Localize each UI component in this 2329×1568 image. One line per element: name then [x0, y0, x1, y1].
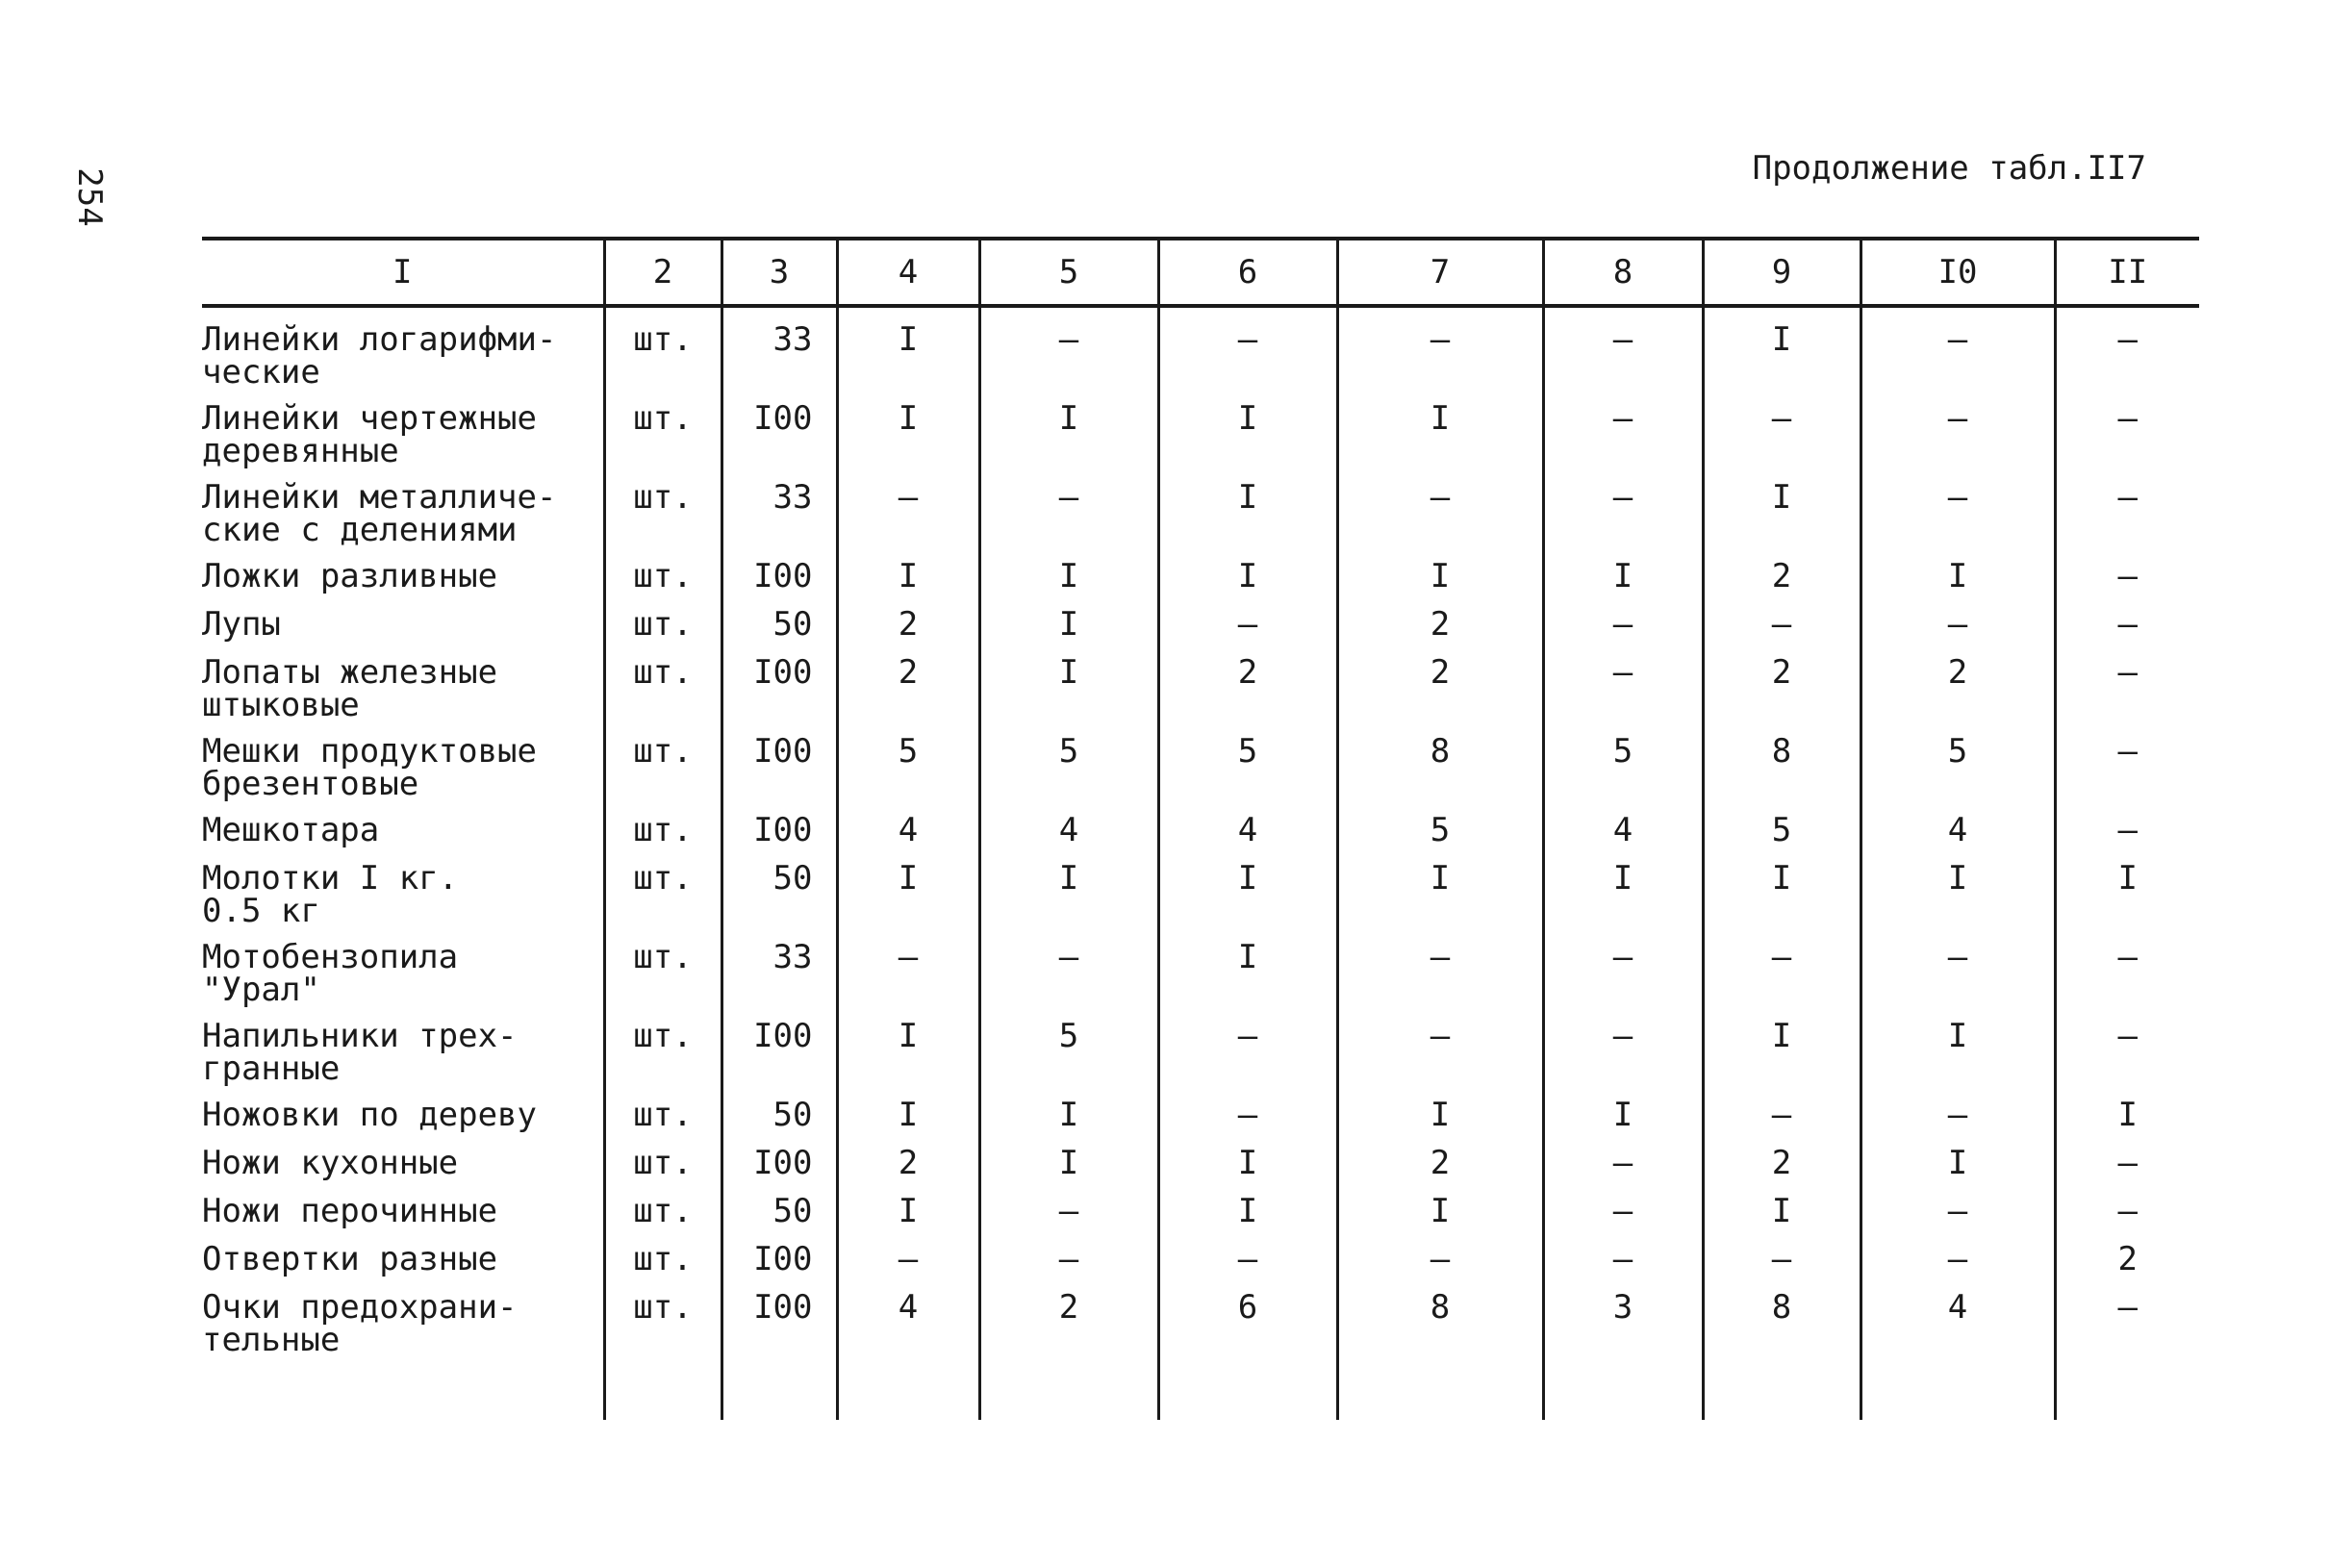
item-unit: шт.	[604, 1020, 721, 1099]
item-value-col-7: I	[1337, 1195, 1543, 1243]
item-value-col-9: I	[1703, 1020, 1861, 1099]
item-norm: 33	[721, 323, 837, 402]
item-value-col-4: I	[837, 402, 979, 481]
item-value-col-4: –	[837, 1243, 979, 1291]
item-value-col-5: I	[979, 656, 1158, 735]
item-value-col-9: I	[1703, 862, 1861, 941]
item-unit: шт.	[604, 814, 721, 862]
item-value-col-9: –	[1703, 402, 1861, 481]
table-row	[202, 862, 2199, 941]
item-value-col-7: 2	[1337, 656, 1543, 735]
item-value-col-8: –	[1543, 1147, 1703, 1195]
item-name: Линейки чертежные деревянные	[202, 399, 537, 470]
item-value-col-9: 2	[1703, 1147, 1861, 1195]
item-value-col-11: –	[2055, 608, 2199, 656]
item-value-col-9: 8	[1703, 735, 1861, 814]
item-value-col-4: 2	[837, 656, 979, 735]
item-value-col-7: –	[1337, 481, 1543, 560]
item-name: Ножи кухонные	[202, 1144, 459, 1182]
item-value-col-5: I	[979, 560, 1158, 608]
column-header-6: 6	[1158, 240, 1337, 304]
item-value-col-11: –	[2055, 941, 2199, 1020]
table-row	[202, 323, 2199, 402]
column-header-5: 5	[979, 240, 1158, 304]
table-header-row	[202, 240, 2199, 304]
item-norm: 50	[721, 1099, 837, 1147]
item-value-col-10: –	[1861, 608, 2055, 656]
item-unit: шт.	[604, 323, 721, 402]
supplies-table	[202, 240, 2199, 1420]
item-value-col-7: 8	[1337, 735, 1543, 814]
item-norm: 50	[721, 1195, 837, 1243]
item-value-col-11: –	[2055, 656, 2199, 735]
item-name: Напильники трех- гранные	[202, 1017, 518, 1088]
item-value-col-4: I	[837, 1020, 979, 1099]
item-value-col-5: I	[979, 1147, 1158, 1195]
item-value-col-11: –	[2055, 481, 2199, 560]
item-value-col-9: 8	[1703, 1291, 1861, 1370]
item-value-col-6: –	[1158, 608, 1337, 656]
item-value-col-8: –	[1543, 323, 1703, 402]
item-value-col-6: –	[1158, 1243, 1337, 1291]
item-value-col-5: –	[979, 481, 1158, 560]
item-value-col-9: 2	[1703, 656, 1861, 735]
item-norm: I00	[721, 1291, 837, 1370]
item-unit: шт.	[604, 735, 721, 814]
item-value-col-7: I	[1337, 402, 1543, 481]
table-row	[202, 1147, 2199, 1195]
item-value-col-9: –	[1703, 1099, 1861, 1147]
item-value-col-7: –	[1337, 941, 1543, 1020]
item-value-col-6: –	[1158, 1099, 1337, 1147]
item-value-col-8: 5	[1543, 735, 1703, 814]
item-value-col-7: 8	[1337, 1291, 1543, 1370]
item-norm: I00	[721, 560, 837, 608]
item-value-col-6: –	[1158, 1020, 1337, 1099]
item-value-col-5: I	[979, 402, 1158, 481]
item-norm: 33	[721, 941, 837, 1020]
item-value-col-8: –	[1543, 941, 1703, 1020]
item-value-col-6: 6	[1158, 1291, 1337, 1370]
item-value-col-11: –	[2055, 735, 2199, 814]
item-value-col-10: –	[1861, 1099, 2055, 1147]
item-name: Ножи перочинные	[202, 1192, 498, 1230]
item-unit: шт.	[604, 1291, 721, 1370]
column-header-11: II	[2055, 240, 2199, 304]
item-value-col-10: –	[1861, 402, 2055, 481]
item-value-col-6: I	[1158, 560, 1337, 608]
table-row	[202, 560, 2199, 608]
table-row	[202, 656, 2199, 735]
item-value-col-9: I	[1703, 481, 1861, 560]
column-header-9: 9	[1703, 240, 1861, 304]
item-norm: I00	[721, 402, 837, 481]
item-value-col-6: I	[1158, 862, 1337, 941]
item-value-col-4: 5	[837, 735, 979, 814]
item-value-col-10: I	[1861, 1147, 2055, 1195]
item-value-col-4: I	[837, 1099, 979, 1147]
item-value-col-7: –	[1337, 1020, 1543, 1099]
item-value-col-5: 5	[979, 735, 1158, 814]
item-unit: шт.	[604, 608, 721, 656]
item-value-col-9: I	[1703, 1195, 1861, 1243]
item-name: Ножовки по дереву	[202, 1096, 537, 1134]
table-row	[202, 1195, 2199, 1243]
item-unit: шт.	[604, 1243, 721, 1291]
table-row	[202, 608, 2199, 656]
item-value-col-5: 4	[979, 814, 1158, 862]
item-value-col-11: –	[2055, 1195, 2199, 1243]
item-value-col-9: 2	[1703, 560, 1861, 608]
item-value-col-4: I	[837, 560, 979, 608]
table-row	[202, 1243, 2199, 1291]
table-row	[202, 941, 2199, 1020]
item-value-col-9: 5	[1703, 814, 1861, 862]
item-norm: I00	[721, 1147, 837, 1195]
item-norm: I00	[721, 735, 837, 814]
item-value-col-7: 5	[1337, 814, 1543, 862]
column-header-7: 7	[1337, 240, 1543, 304]
table-filler-row	[202, 1370, 2199, 1420]
item-value-col-6: I	[1158, 1195, 1337, 1243]
item-value-col-8: 3	[1543, 1291, 1703, 1370]
item-name: Лопаты железные штыковые	[202, 653, 498, 724]
item-name: Лупы	[202, 605, 281, 644]
item-norm: I00	[721, 1020, 837, 1099]
item-unit: шт.	[604, 481, 721, 560]
item-value-col-7: 2	[1337, 608, 1543, 656]
item-value-col-7: 2	[1337, 1147, 1543, 1195]
item-name: Мотобензопила "Урал"	[202, 938, 459, 1009]
item-value-col-7: I	[1337, 1099, 1543, 1147]
item-value-col-4: I	[837, 323, 979, 402]
item-value-col-11: –	[2055, 814, 2199, 862]
page-number: 254	[70, 167, 109, 227]
table-body	[202, 304, 2199, 1420]
item-unit: шт.	[604, 560, 721, 608]
item-value-col-4: I	[837, 862, 979, 941]
item-value-col-5: –	[979, 941, 1158, 1020]
item-value-col-6: I	[1158, 402, 1337, 481]
item-value-col-11: –	[2055, 1291, 2199, 1370]
item-value-col-5: –	[979, 1243, 1158, 1291]
item-value-col-5: I	[979, 862, 1158, 941]
item-name: Линейки металличе- ские с делениями	[202, 478, 557, 549]
item-value-col-6: 2	[1158, 656, 1337, 735]
item-value-col-10: –	[1861, 323, 2055, 402]
table-row	[202, 1099, 2199, 1147]
table-row	[202, 1291, 2199, 1370]
item-value-col-7: –	[1337, 323, 1543, 402]
item-name: Отвертки разные	[202, 1240, 498, 1278]
item-value-col-10: 2	[1861, 656, 2055, 735]
item-value-col-5: I	[979, 1099, 1158, 1147]
item-name: Ложки разливные	[202, 557, 498, 595]
item-value-col-6: I	[1158, 481, 1337, 560]
item-value-col-6: 5	[1158, 735, 1337, 814]
column-header-3: 3	[721, 240, 837, 304]
item-norm: 50	[721, 608, 837, 656]
item-value-col-4: I	[837, 1195, 979, 1243]
item-value-col-8: –	[1543, 1195, 1703, 1243]
item-value-col-9: –	[1703, 1243, 1861, 1291]
column-header-4: 4	[837, 240, 979, 304]
item-value-col-6: 4	[1158, 814, 1337, 862]
table-caption: Продолжение табл.II7	[1752, 149, 2146, 188]
item-value-col-11: –	[2055, 1147, 2199, 1195]
item-value-col-11: –	[2055, 560, 2199, 608]
item-norm: 33	[721, 481, 837, 560]
item-value-col-8: –	[1543, 656, 1703, 735]
item-norm: I00	[721, 656, 837, 735]
item-value-col-8: –	[1543, 1243, 1703, 1291]
item-unit: шт.	[604, 656, 721, 735]
item-value-col-10: –	[1861, 1195, 2055, 1243]
item-value-col-4: 2	[837, 608, 979, 656]
item-value-col-11: 2	[2055, 1243, 2199, 1291]
item-value-col-10: –	[1861, 481, 2055, 560]
item-value-col-10: I	[1861, 560, 2055, 608]
item-value-col-10: I	[1861, 1020, 2055, 1099]
item-name: Мешкотара	[202, 811, 380, 849]
item-unit: шт.	[604, 941, 721, 1020]
item-unit: шт.	[604, 402, 721, 481]
item-value-col-9: –	[1703, 941, 1861, 1020]
table-row	[202, 735, 2199, 814]
item-value-col-10: –	[1861, 941, 2055, 1020]
item-value-col-7: I	[1337, 862, 1543, 941]
item-value-col-5: 5	[979, 1020, 1158, 1099]
item-norm: 50	[721, 862, 837, 941]
item-value-col-5: –	[979, 323, 1158, 402]
item-value-col-5: –	[979, 1195, 1158, 1243]
item-value-col-8: –	[1543, 608, 1703, 656]
item-value-col-4: –	[837, 481, 979, 560]
item-value-col-8: –	[1543, 481, 1703, 560]
item-value-col-11: –	[2055, 402, 2199, 481]
item-unit: шт.	[604, 862, 721, 941]
item-value-col-7: I	[1337, 560, 1543, 608]
item-value-col-4: 2	[837, 1147, 979, 1195]
item-value-col-8: I	[1543, 862, 1703, 941]
item-value-col-11: –	[2055, 1020, 2199, 1099]
item-value-col-5: I	[979, 608, 1158, 656]
item-value-col-10: –	[1861, 1243, 2055, 1291]
table-row	[202, 402, 2199, 481]
item-value-col-7: –	[1337, 1243, 1543, 1291]
item-name: Линейки логарифми- ческие	[202, 320, 557, 392]
item-value-col-6: –	[1158, 323, 1337, 402]
item-value-col-4: –	[837, 941, 979, 1020]
item-norm: I00	[721, 814, 837, 862]
item-value-col-8: I	[1543, 1099, 1703, 1147]
item-value-col-8: –	[1543, 402, 1703, 481]
table-row	[202, 814, 2199, 862]
item-value-col-4: 4	[837, 1291, 979, 1370]
item-value-col-8: I	[1543, 560, 1703, 608]
item-value-col-11: I	[2055, 1099, 2199, 1147]
item-value-col-6: I	[1158, 941, 1337, 1020]
item-value-col-6: I	[1158, 1147, 1337, 1195]
item-value-col-5: 2	[979, 1291, 1158, 1370]
item-name: Мешки продуктовые брезентовые	[202, 732, 537, 803]
table-row	[202, 1020, 2199, 1099]
column-header-8: 8	[1543, 240, 1703, 304]
item-name: Очки предохрани- тельные	[202, 1288, 518, 1359]
column-header-2: 2	[604, 240, 721, 304]
item-value-col-9: I	[1703, 323, 1861, 402]
column-header-10: I0	[1861, 240, 2055, 304]
item-value-col-11: I	[2055, 862, 2199, 941]
item-value-col-10: 4	[1861, 814, 2055, 862]
item-value-col-9: –	[1703, 608, 1861, 656]
column-header-1: I	[392, 253, 413, 291]
item-value-col-8: 4	[1543, 814, 1703, 862]
item-name: Молотки I кг. 0.5 кг	[202, 859, 459, 930]
item-unit: шт.	[604, 1147, 721, 1195]
table-row	[202, 481, 2199, 560]
item-value-col-10: 5	[1861, 735, 2055, 814]
item-value-col-4: 4	[837, 814, 979, 862]
item-value-col-10: I	[1861, 862, 2055, 941]
item-value-col-10: 4	[1861, 1291, 2055, 1370]
item-unit: шт.	[604, 1099, 721, 1147]
item-norm: I00	[721, 1243, 837, 1291]
item-value-col-11: –	[2055, 323, 2199, 402]
item-value-col-8: –	[1543, 1020, 1703, 1099]
item-unit: шт.	[604, 1195, 721, 1243]
